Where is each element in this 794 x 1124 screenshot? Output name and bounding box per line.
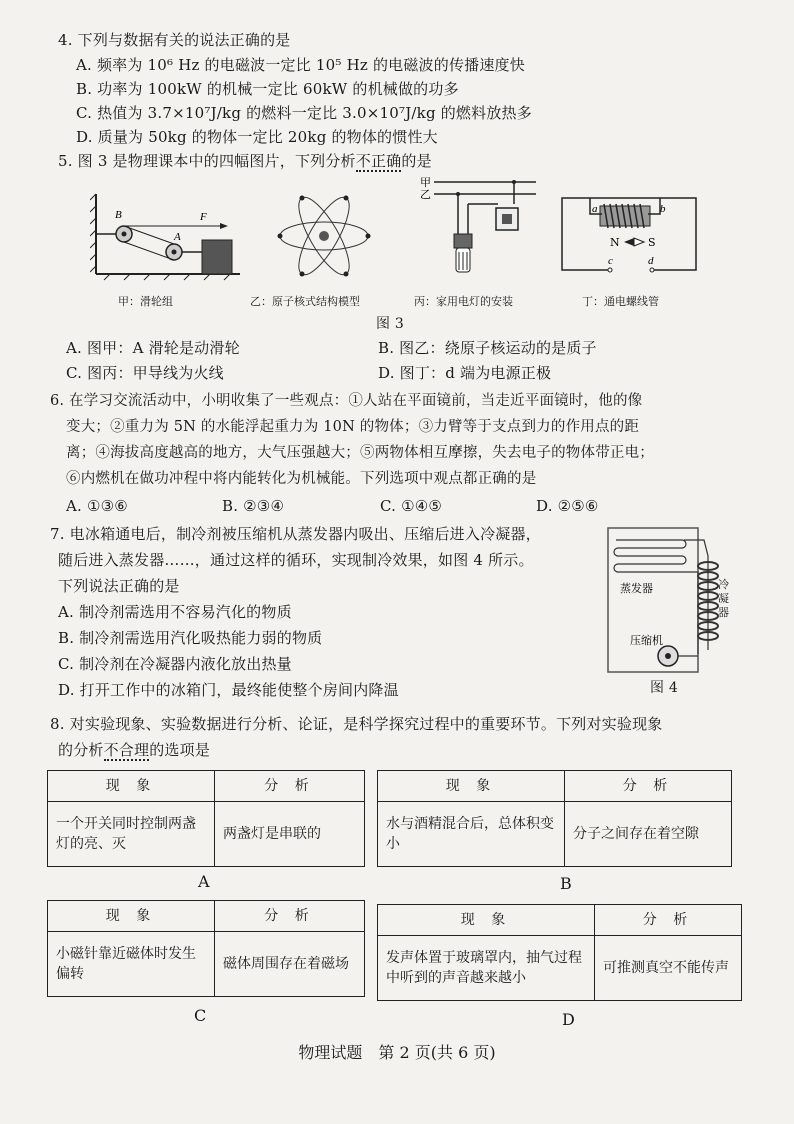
table-b-header-phenomenon: 现 象 [378, 771, 565, 802]
q7-option-a: A. 制冷剂需选用不容易汽化的物质 [58, 603, 292, 621]
q5-option-a: A. 图甲：A 滑轮是动滑轮 [66, 339, 240, 357]
q7-option-b: B. 制冷剂需选用汽化吸热能力弱的物质 [58, 629, 323, 647]
house-wiring-figure [418, 174, 538, 290]
coil-n-label: N [610, 236, 620, 249]
table-b [377, 770, 732, 867]
solenoid-figure [560, 192, 700, 278]
q6-line-4: ⑥内燃机在做功冲程中将内能转化为机械能。下列选项中观点都正确的是 [66, 471, 537, 487]
refrigerator-figure [604, 526, 734, 676]
wire-yi-label: 乙 [420, 188, 431, 201]
fig3-caption-yi: 乙：原子核式结构模型 [250, 295, 360, 308]
table-d-analysis: 可推测真空不能传声 [595, 936, 742, 1001]
table-d-phenomenon: 发声体置于玻璃罩内，抽气过程中听到的声音越来越小 [378, 936, 595, 1001]
table-a [47, 770, 365, 867]
q5-option-b: B. 图乙：绕原子核运动的是质子 [378, 339, 597, 357]
q6-line-1: 6. 在学习交流活动中，小明收集了一些观点：①人站在平面镜前，当走近平面镜时，他的像 [50, 393, 643, 409]
q5-stem-emphasis: 不正确 [355, 152, 402, 170]
q6-option-c: C. ①④⑤ [380, 497, 443, 515]
q7-option-c: C. 制冷剂在冷凝器内液化放出热量 [58, 655, 292, 673]
q8-line-2-after: 的选项是 [149, 741, 211, 759]
coil-d-label: d [648, 255, 654, 267]
fig3-caption-bing: 丙：家用电灯的安装 [414, 295, 513, 308]
table-d [377, 904, 742, 1001]
q8-line-2 [58, 740, 210, 760]
table-c-header-phenomenon: 现 象 [48, 901, 215, 932]
table-a-analysis: 两盏灯是串联的 [215, 802, 365, 867]
coil-b-label: b [660, 203, 666, 215]
pulley-b-label: B [115, 209, 122, 221]
table-c-analysis: 磁体周围存在着磁场 [215, 932, 365, 997]
q4-option-d: D. 质量为 50kg 的物体一定比 20kg 的物体的惯性大 [76, 128, 438, 146]
table-b-label: B [560, 874, 572, 893]
table-c-header-analysis: 分 析 [215, 901, 365, 932]
q5-option-d: D. 图丁：d 端为电源正极 [378, 364, 552, 382]
fig3-caption-ding: 丁：通电螺线管 [582, 295, 659, 308]
table-b-analysis: 分子之间存在着空隙 [565, 802, 732, 867]
force-label: F [200, 211, 207, 223]
fig3-caption-jia: 甲：滑轮组 [118, 295, 173, 308]
q6-line-2: 变大；②重力为 5N 的水能浮起重力为 10N 的物体；③力臂等于支点到力的作用点的距 [66, 419, 640, 435]
q5-stem [58, 151, 432, 171]
table-c [47, 900, 365, 997]
q5-stem-before: 5. 图 3 是物理课本中的四幅图片，下列分析 [58, 152, 356, 170]
q8-line-1: 8. 对实验现象、实验数据进行分析、论证，是科学探究过程中的重要环节。下列对实验现象 [50, 715, 663, 733]
q7-option-d: D. 打开工作中的冰箱门，最终能使整个房间内降温 [58, 681, 399, 699]
q7-line-1: 7. 电冰箱通电后，制冷剂被压缩机从蒸发器内吸出、压缩后进入冷凝器， [50, 525, 541, 543]
q4-stem: 4. 下列与数据有关的说法正确的是 [58, 31, 291, 49]
table-b-phenomenon: 水与酒精混合后，总体积变小 [378, 802, 565, 867]
table-a-phenomenon: 一个开关同时控制两盏灯的亮、灭 [48, 802, 215, 867]
table-a-header-analysis: 分 析 [215, 771, 365, 802]
coil-c-label: c [608, 255, 613, 267]
fig4-title: 图 4 [650, 680, 678, 696]
q6-line-3: 离；④海拔高度越高的地方，大气压强越大；⑤两物体相互摩擦，失去电子的物体带正电； [66, 445, 654, 461]
page-footer: 物理试题 第 2 页(共 6 页) [298, 1043, 496, 1062]
wire-jia-label: 甲 [420, 176, 431, 189]
table-b-header-analysis: 分 析 [565, 771, 732, 802]
q6-option-d: D. ②⑤⑥ [536, 497, 599, 515]
q8-line-2-before: 的分析 [58, 741, 104, 759]
q4-option-c: C. 热值为 3.7×10⁷J/kg 的燃料一定比 3.0×10⁷J/kg 的燃料放热多 [76, 104, 532, 122]
table-c-label: C [194, 1006, 207, 1025]
condenser-label: 冷凝器 [718, 578, 729, 619]
table-a-label: A [198, 872, 210, 891]
q6-option-a: A. ①③⑥ [66, 497, 128, 515]
q7-line-3: 下列说法正确的是 [58, 577, 180, 595]
q5-stem-after: 的是 [401, 152, 432, 170]
atom-model-figure [274, 186, 374, 286]
q6-option-b: B. ②③④ [222, 497, 285, 515]
table-d-header-analysis: 分 析 [595, 905, 742, 936]
table-a-header-phenomenon: 现 象 [48, 771, 215, 802]
pulley-a-label: A [174, 231, 181, 243]
coil-s-label: S [648, 236, 656, 249]
pulley-system-figure [90, 190, 250, 282]
table-d-header-phenomenon: 现 象 [378, 905, 595, 936]
evaporator-label: 蒸发器 [620, 582, 653, 595]
coil-a-label: a [592, 203, 598, 215]
q8-line-2-emphasis: 不合理 [103, 741, 150, 759]
fig3-title: 图 3 [376, 316, 404, 332]
q7-line-2: 随后进入蒸发器……，通过这样的循环，实现制冷效果，如图 4 所示。 [58, 551, 534, 569]
q4-option-b: B. 功率为 100kW 的机械一定比 60kW 的机械做的功多 [76, 80, 459, 98]
table-c-phenomenon: 小磁针靠近磁体时发生偏转 [48, 932, 215, 997]
compressor-label: 压缩机 [630, 634, 663, 647]
q5-option-c: C. 图丙：甲导线为火线 [66, 364, 224, 382]
q4-option-a: A. 频率为 10⁶ Hz 的电磁波一定比 10⁵ Hz 的电磁波的传播速度快 [76, 56, 525, 74]
table-d-label: D [562, 1010, 575, 1029]
